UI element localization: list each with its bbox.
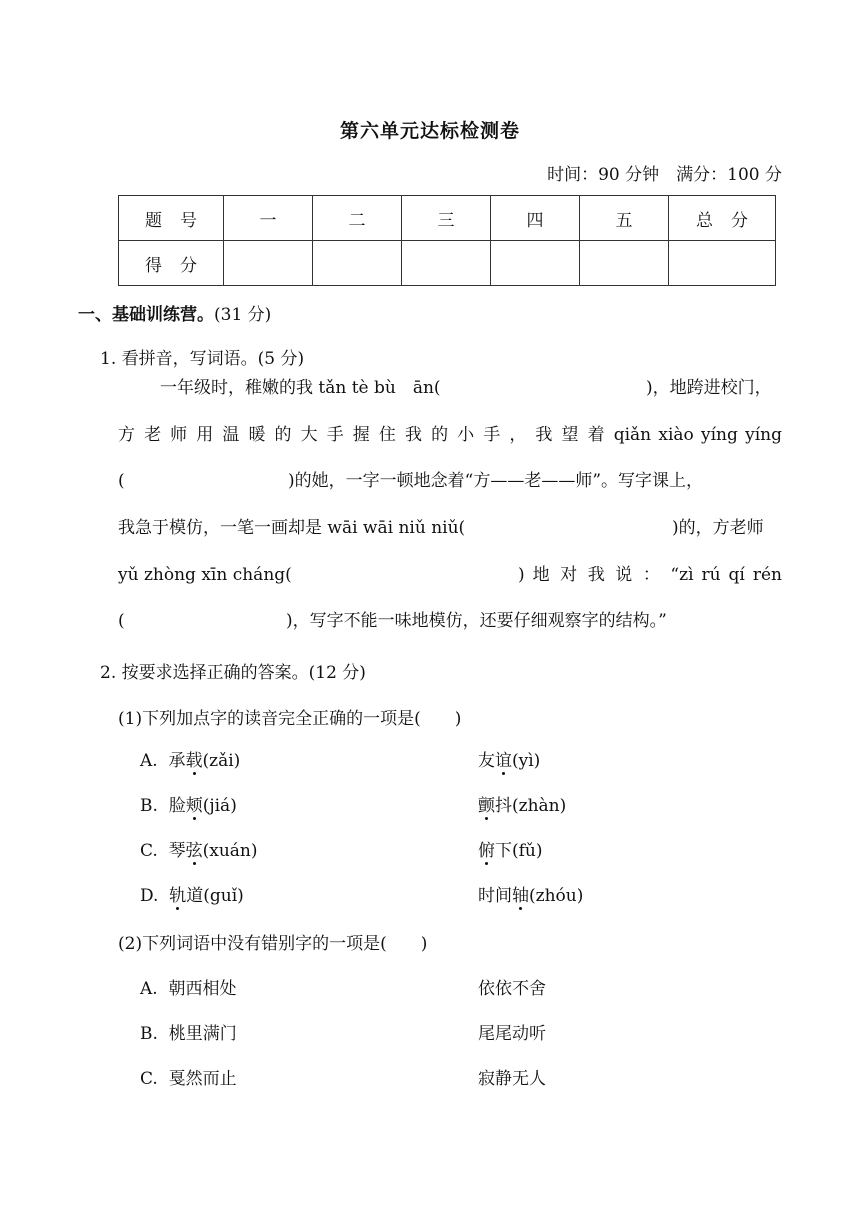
- score-col-5: 五: [580, 196, 669, 241]
- q2-sub1-option-d-right: 时间轴(zhóu): [478, 881, 583, 906]
- q1-blank-1[interactable]: [464, 366, 644, 406]
- score-col-3: 三: [402, 196, 491, 241]
- q2-sub2-option-a-right: 依依不舍: [478, 979, 546, 999]
- q2-sub1-option-c-right: 俯下(fǔ): [478, 836, 543, 861]
- score-col-total: 总分: [669, 196, 776, 241]
- q1-line1-a: 一年级时，稚嫩的我 tǎn tè bù ān(: [160, 378, 441, 398]
- q1-blank-3[interactable]: [508, 506, 668, 546]
- score-cell-1[interactable]: [224, 241, 313, 286]
- q2-sub1-stem: (1)下列加点字的读音完全正确的一项是( ): [118, 709, 462, 729]
- score-table-row-label: 得分: [119, 241, 224, 286]
- q1-line1-b: )，地跨进校门，: [646, 378, 772, 398]
- q2-sub1-option-a[interactable]: A. 承载(zǎi): [140, 746, 240, 771]
- score-col-2: 二: [313, 196, 402, 241]
- q2-title: 2. 按要求选择正确的答案。(12 分): [100, 663, 366, 683]
- q1-line3-b: )的她，一字一顿地念着“方——老——师”。写字课上，: [288, 471, 704, 491]
- q1-line3-a: (: [118, 471, 125, 491]
- score-cell-3[interactable]: [402, 241, 491, 286]
- score-col-4: 四: [491, 196, 580, 241]
- q1-line5-a: yǔ zhòng xīn cháng(: [118, 565, 292, 585]
- q2-sub2-option-c[interactable]: C. 戛然而止: [140, 1069, 237, 1089]
- score-cell-2[interactable]: [313, 241, 402, 286]
- score-table: [118, 195, 776, 286]
- q2-sub2-option-b-right: 尾尾动听: [478, 1024, 546, 1044]
- q1-line4-b: )的，方老师: [672, 518, 764, 538]
- q1-blank-2[interactable]: [126, 459, 284, 499]
- score-cell-4[interactable]: [491, 241, 580, 286]
- score-table-score-row: [119, 241, 776, 286]
- q1-line6-b: )，写字不能一味地模仿，还要仔细观察字的结构。”: [286, 611, 667, 631]
- q2-sub2-option-c-right: 寂静无人: [478, 1069, 546, 1089]
- section-1-title: 一、基础训练营。: [78, 305, 214, 325]
- q1-title: 1. 看拼音，写词语。(5 分): [100, 349, 305, 369]
- q1-line6-a: (: [118, 611, 125, 631]
- q2-sub2-stem: (2)下列词语中没有错别字的一项是( ): [118, 934, 428, 954]
- score-cell-5[interactable]: [580, 241, 669, 286]
- q1-blank-5[interactable]: [126, 599, 282, 639]
- score-cell-total[interactable]: [669, 241, 776, 286]
- q1-line2: 方 老 师 用 温 暖 的 大 手 握 住 我 的 小 手 ， 我 望 着 qiǎn xiào yíng yíng: [118, 425, 782, 445]
- time-info: 时间：90 分钟 满分：100 分: [547, 165, 782, 185]
- q2-sub2-option-b[interactable]: B. 桃里满门: [140, 1024, 237, 1044]
- section-1-points: (31 分): [214, 305, 272, 325]
- q2-sub1-option-c[interactable]: C. 琴弦(xuán): [140, 836, 258, 861]
- q2-sub1-option-b[interactable]: B. 脸颊(jiá): [140, 791, 237, 816]
- q1-line5-b: ) 地 对 我 说 ： “zì rú qí rén: [518, 565, 782, 585]
- section-1-heading: [78, 300, 271, 325]
- q2-sub1-option-b-right: 颤抖(zhàn): [478, 791, 566, 816]
- q2-sub1-option-d[interactable]: D. 轨道(guǐ): [140, 881, 244, 906]
- q2-sub2-option-a[interactable]: A. 朝西相处: [140, 979, 237, 999]
- page-title: 第六单元达标检测卷: [339, 120, 520, 142]
- score-col-1: 一: [224, 196, 313, 241]
- score-table-header-label: 题号: [119, 196, 224, 241]
- q1-line4-a: 我急于模仿，一笔一画却是 wāi wāi niǔ niǔ(: [118, 518, 466, 538]
- q1-blank-4[interactable]: [308, 553, 514, 593]
- q2-sub1-option-a-right: 友谊(yì): [478, 746, 540, 771]
- score-table-header-row: [119, 196, 776, 241]
